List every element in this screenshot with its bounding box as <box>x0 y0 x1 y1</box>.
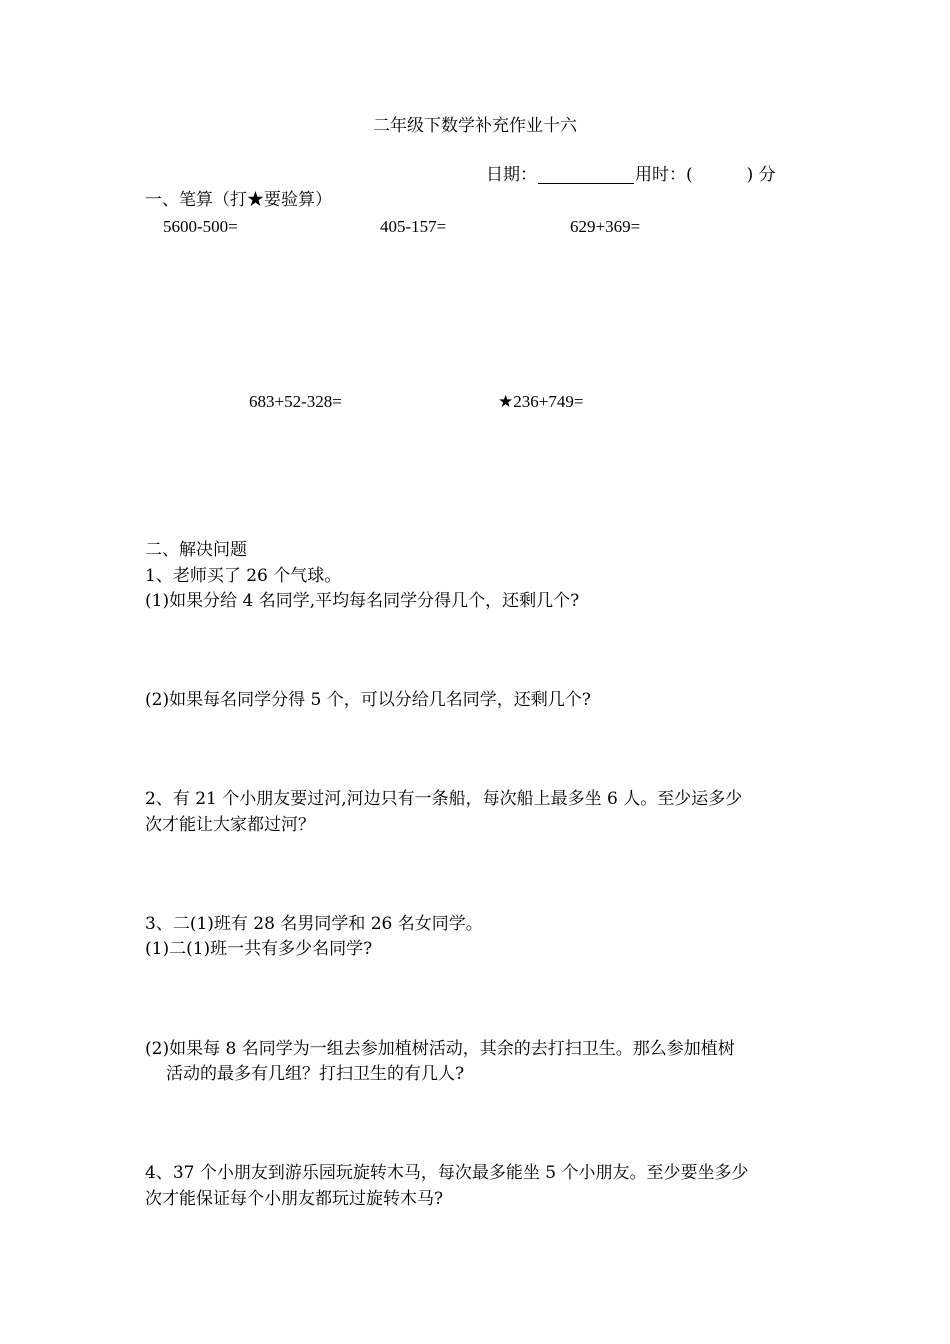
question-1-stem: 1、老师买了 26 个气球。 <box>145 566 342 586</box>
date-time-row <box>486 167 776 184</box>
question-3-part-2-line-1: (2)如果每 8 名同学为一组去参加植树活动，其余的去打扫卫生。那么参加植树 <box>145 1039 735 1059</box>
section2-heading: 二、解决问题 <box>145 540 247 560</box>
question-1-part-2: (2)如果每名同学分得 5 个，可以分给几名同学，还剩几个? <box>145 690 591 710</box>
time-label: 用时：( <box>635 165 693 185</box>
page-title: 二年级下数学补充作业十六 <box>373 116 577 136</box>
time-unit: ) 分 <box>746 165 776 185</box>
date-label: 日期： <box>486 165 537 185</box>
question-4-line-2: 次才能保证每个小朋友都玩过旋转木马? <box>145 1189 444 1209</box>
question-2-line-2: 次才能让大家都过河？ <box>145 815 315 835</box>
question-1-part-1: (1)如果分给 4 名同学,平均每名同学分得几个，还剩几个? <box>145 591 580 611</box>
question-3-part-2-line-2: 活动的最多有几组？打扫卫生的有几人? <box>166 1064 465 1084</box>
calc-problem-3: 629+369= <box>570 217 641 236</box>
question-3-stem: 3、二(1)班有 28 名男同学和 26 名女同学。 <box>145 914 483 934</box>
question-3-part-1: (1)二(1)班一共有多少名同学? <box>145 939 373 959</box>
calc-problem-5: ★236+749= <box>498 392 584 411</box>
date-blank-line[interactable] <box>538 167 634 184</box>
question-2-line-1: 2、有 21 个小朋友要过河,河边只有一条船，每次船上最多坐 6 人。至少运多少 <box>145 789 743 809</box>
question-4-line-1: 4、37 个小朋友到游乐园玩旋转木马，每次最多能坐 5 个小朋友。至少要坐多少 <box>145 1163 749 1183</box>
calc-problem-4: 683+52-328= <box>249 392 342 411</box>
section1-heading: 一、笔算（打★要验算） <box>145 190 332 210</box>
calc-problem-1: 5600-500= <box>163 217 238 236</box>
calc-problem-2: 405-157= <box>380 217 447 236</box>
